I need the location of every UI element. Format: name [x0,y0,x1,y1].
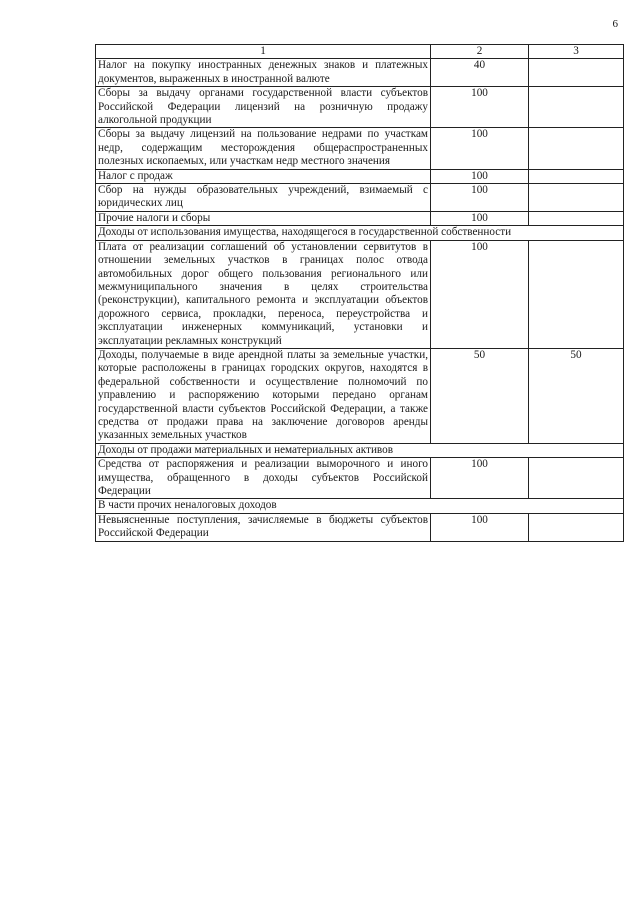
row-description: Налог на покупку иностранных денежных знаков и платежных документов, выраженных в иностранной валюте [96,59,431,87]
row-description: Невыясненные поступления, зачисляемые в бюджеты субъектов Российской Федерации [96,513,431,541]
section-heading: В части прочих неналоговых доходов [96,499,624,513]
table-row [96,87,624,128]
row-value-col2: 100 [431,513,529,541]
row-value-col3 [529,240,624,348]
table-row [96,458,624,499]
row-value-col3 [529,184,624,212]
table-row [96,513,624,541]
header-col-2: 2 [431,45,529,59]
row-description: Доходы, получаемые в виде арендной платы за земельные участки, которые расположены в границах городских округов, находятся в федеральной собственности и осуществление полномочий по управлению и распоряжению которыми передано органам государственной власти субъектов Российской Федерации, а также средства от продажи права на заключение договоров аренды указанных земельных участков [96,348,431,443]
row-description: Средства от распоряжения и реализации выморочного и иного имущества, обращенного в доходы субъектов Российской Федерации [96,458,431,499]
row-value-col3: 50 [529,348,624,443]
row-value-col2: 50 [431,348,529,443]
row-value-col3 [529,513,624,541]
row-value-col2: 100 [431,87,529,128]
row-value-col2: 100 [431,211,529,225]
row-value-col2: 100 [431,458,529,499]
row-value-col3 [529,59,624,87]
row-value-col3 [529,128,624,169]
row-value-col3 [529,169,624,183]
section-row [96,443,624,457]
row-description: Прочие налоги и сборы [96,211,431,225]
table-row [96,348,624,443]
row-description: Налог с продаж [96,169,431,183]
header-col-3: 3 [529,45,624,59]
table-row [96,211,624,225]
table-header-row [96,45,624,59]
section-row [96,226,624,240]
table-row [96,184,624,212]
revenue-distribution-table [95,44,624,542]
row-value-col3 [529,87,624,128]
row-value-col3 [529,211,624,225]
table-row [96,59,624,87]
section-row [96,499,624,513]
row-value-col2: 100 [431,184,529,212]
row-value-col2: 100 [431,128,529,169]
section-heading: Доходы от использования имущества, находящегося в государственной собственности [96,226,624,240]
row-description: Сбор на нужды образовательных учреждений, взимаемый с юридических лиц [96,184,431,212]
row-value-col2: 100 [431,240,529,348]
row-value-col3 [529,458,624,499]
row-value-col2: 100 [431,169,529,183]
row-value-col2: 40 [431,59,529,87]
header-col-1: 1 [96,45,431,59]
table-row [96,128,624,169]
row-description: Плата от реализации соглашений об установлении сервитутов в отношении земельных участков в границах полос отвода автомобильных дорог общего пользования регионального или межмуниципального значения в целях строительства (реконструкции), капитального ремонта и эксплуатации объектов дорожного сервиса, прокладки, переноса, переустройства и эксплуатации инженерных коммуникаций, установки и эксплуатации рекламных конструкций [96,240,431,348]
page-number: 6 [612,18,618,30]
row-description: Сборы за выдачу лицензий на пользование недрами по участкам недр, содержащим месторождения общераспространенных полезных ископаемых, или участкам недр местного значения [96,128,431,169]
row-description: Сборы за выдачу органами государственной власти субъектов Российской Федерации лицензий на розничную продажу алкогольной продукции [96,87,431,128]
section-heading: Доходы от продажи материальных и нематериальных активов [96,443,624,457]
table-row [96,169,624,183]
table-row [96,240,624,348]
